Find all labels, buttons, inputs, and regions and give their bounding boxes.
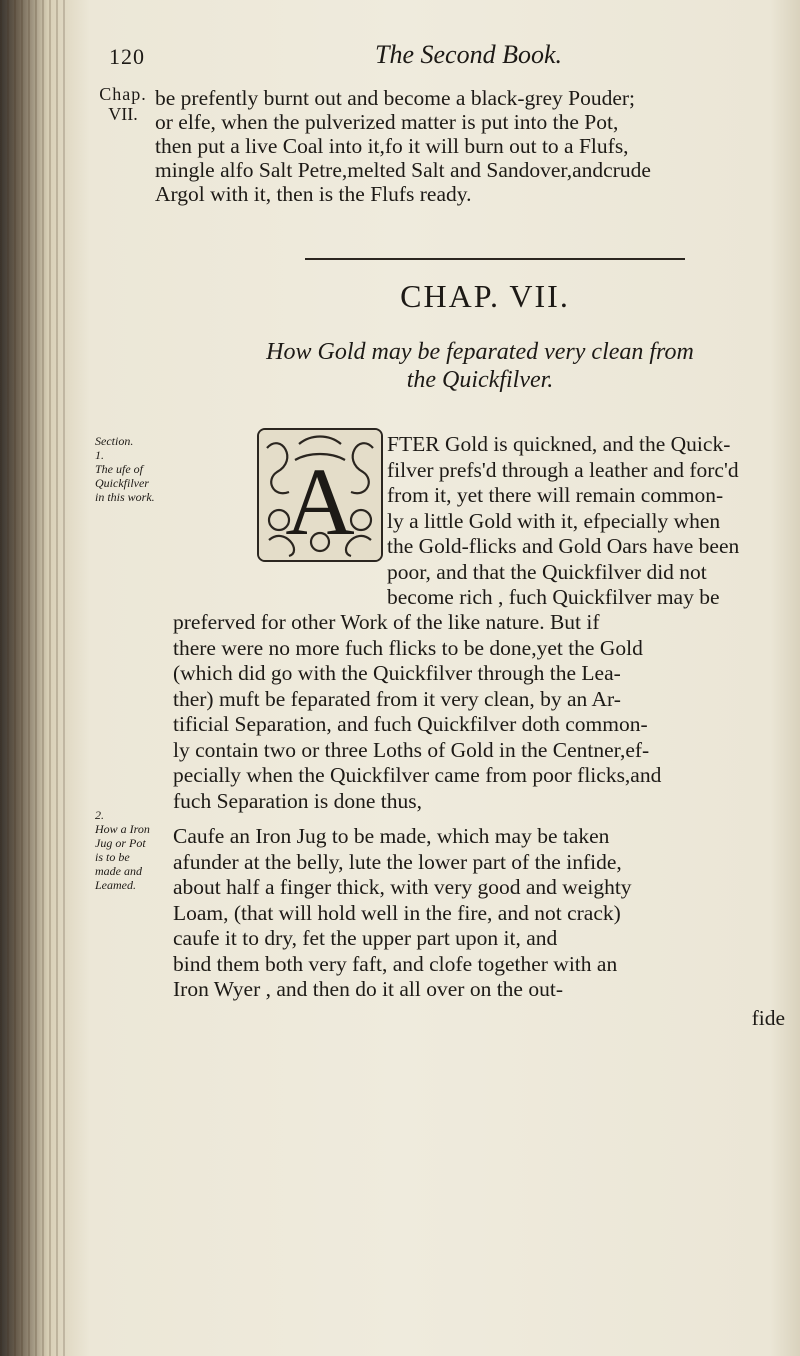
opening-paragraph: be prefently burnt out and become a black-grey Pouder; or elfe, when the pulverized matter is put into the Pot, then put a live Coal into it,fo it will burn out to a Flufs, mingle alfo Salt Petre,melted Salt and Sandover,andcrude Argol with it, then is the Flufs ready. bbox=[155, 86, 651, 206]
book-page bbox=[95, 0, 795, 1356]
drop-cap-letter: A bbox=[285, 448, 355, 555]
page-number: 120 bbox=[109, 44, 145, 69]
catchword: fide bbox=[751, 1006, 785, 1030]
chapter-margin-label bbox=[95, 84, 151, 124]
margin-note-section-2: 2. How a Iron Jug or Pot is to be made and Leamed. bbox=[95, 808, 150, 892]
section-1-continuation: preferved for other Work of the like nature. But if there were no more fuch flicks to be done,yet the Gold (which did go with the Quickfilver through the Lea- ther) muft be feparated from it very clean, by an Ar- tificial Separation, and fuch Quickfilver doth common- ly contain two or three Loths of Gold in the Centner,ef- pecially when the Quickfilver came from poor flicks,and fuch Separation is done thus, bbox=[173, 610, 662, 813]
page-header bbox=[95, 18, 795, 68]
chapter-divider-rule bbox=[305, 258, 685, 260]
chapter-margin-word: Chap. bbox=[99, 84, 147, 104]
margin-note-section-1: Section. 1. The ufe of Quickfilver in this work. bbox=[95, 434, 155, 504]
running-title: The Second Book. bbox=[375, 40, 563, 69]
drop-cap-initial bbox=[257, 428, 383, 562]
book-gutter bbox=[0, 0, 70, 1356]
chapter-subtitle: How Gold may be feparated very clean from the Quickfilver. bbox=[266, 339, 694, 393]
section-2-text: Caufe an Iron Jug to be made, which may be taken afunder at the belly, lute the lower part of the infide, about half a finger thick, with very good and weighty Loam, (that will hold well in the fire, and not crack) caufe it to dry, fet the upper part upon it, and bind them both very faft, and clofe together with an Iron Wyer , and then do it all over on the out- bbox=[173, 824, 632, 1001]
section-1-text: FTER Gold is quickned, and the Quick- filver prefs'd through a leather and forc'd from it, yet there will remain common- ly a little Gold with it, efpecially when the Gold-flicks and Gold Oars have been poor, and that the Quickfilver did not become rich , fuch Quickfilver may be bbox=[387, 432, 740, 609]
chapter-margin-number: VII. bbox=[108, 104, 138, 124]
chapter-heading: CHAP. VII. bbox=[400, 278, 570, 314]
ornamental-drop-cap-icon bbox=[259, 430, 381, 560]
